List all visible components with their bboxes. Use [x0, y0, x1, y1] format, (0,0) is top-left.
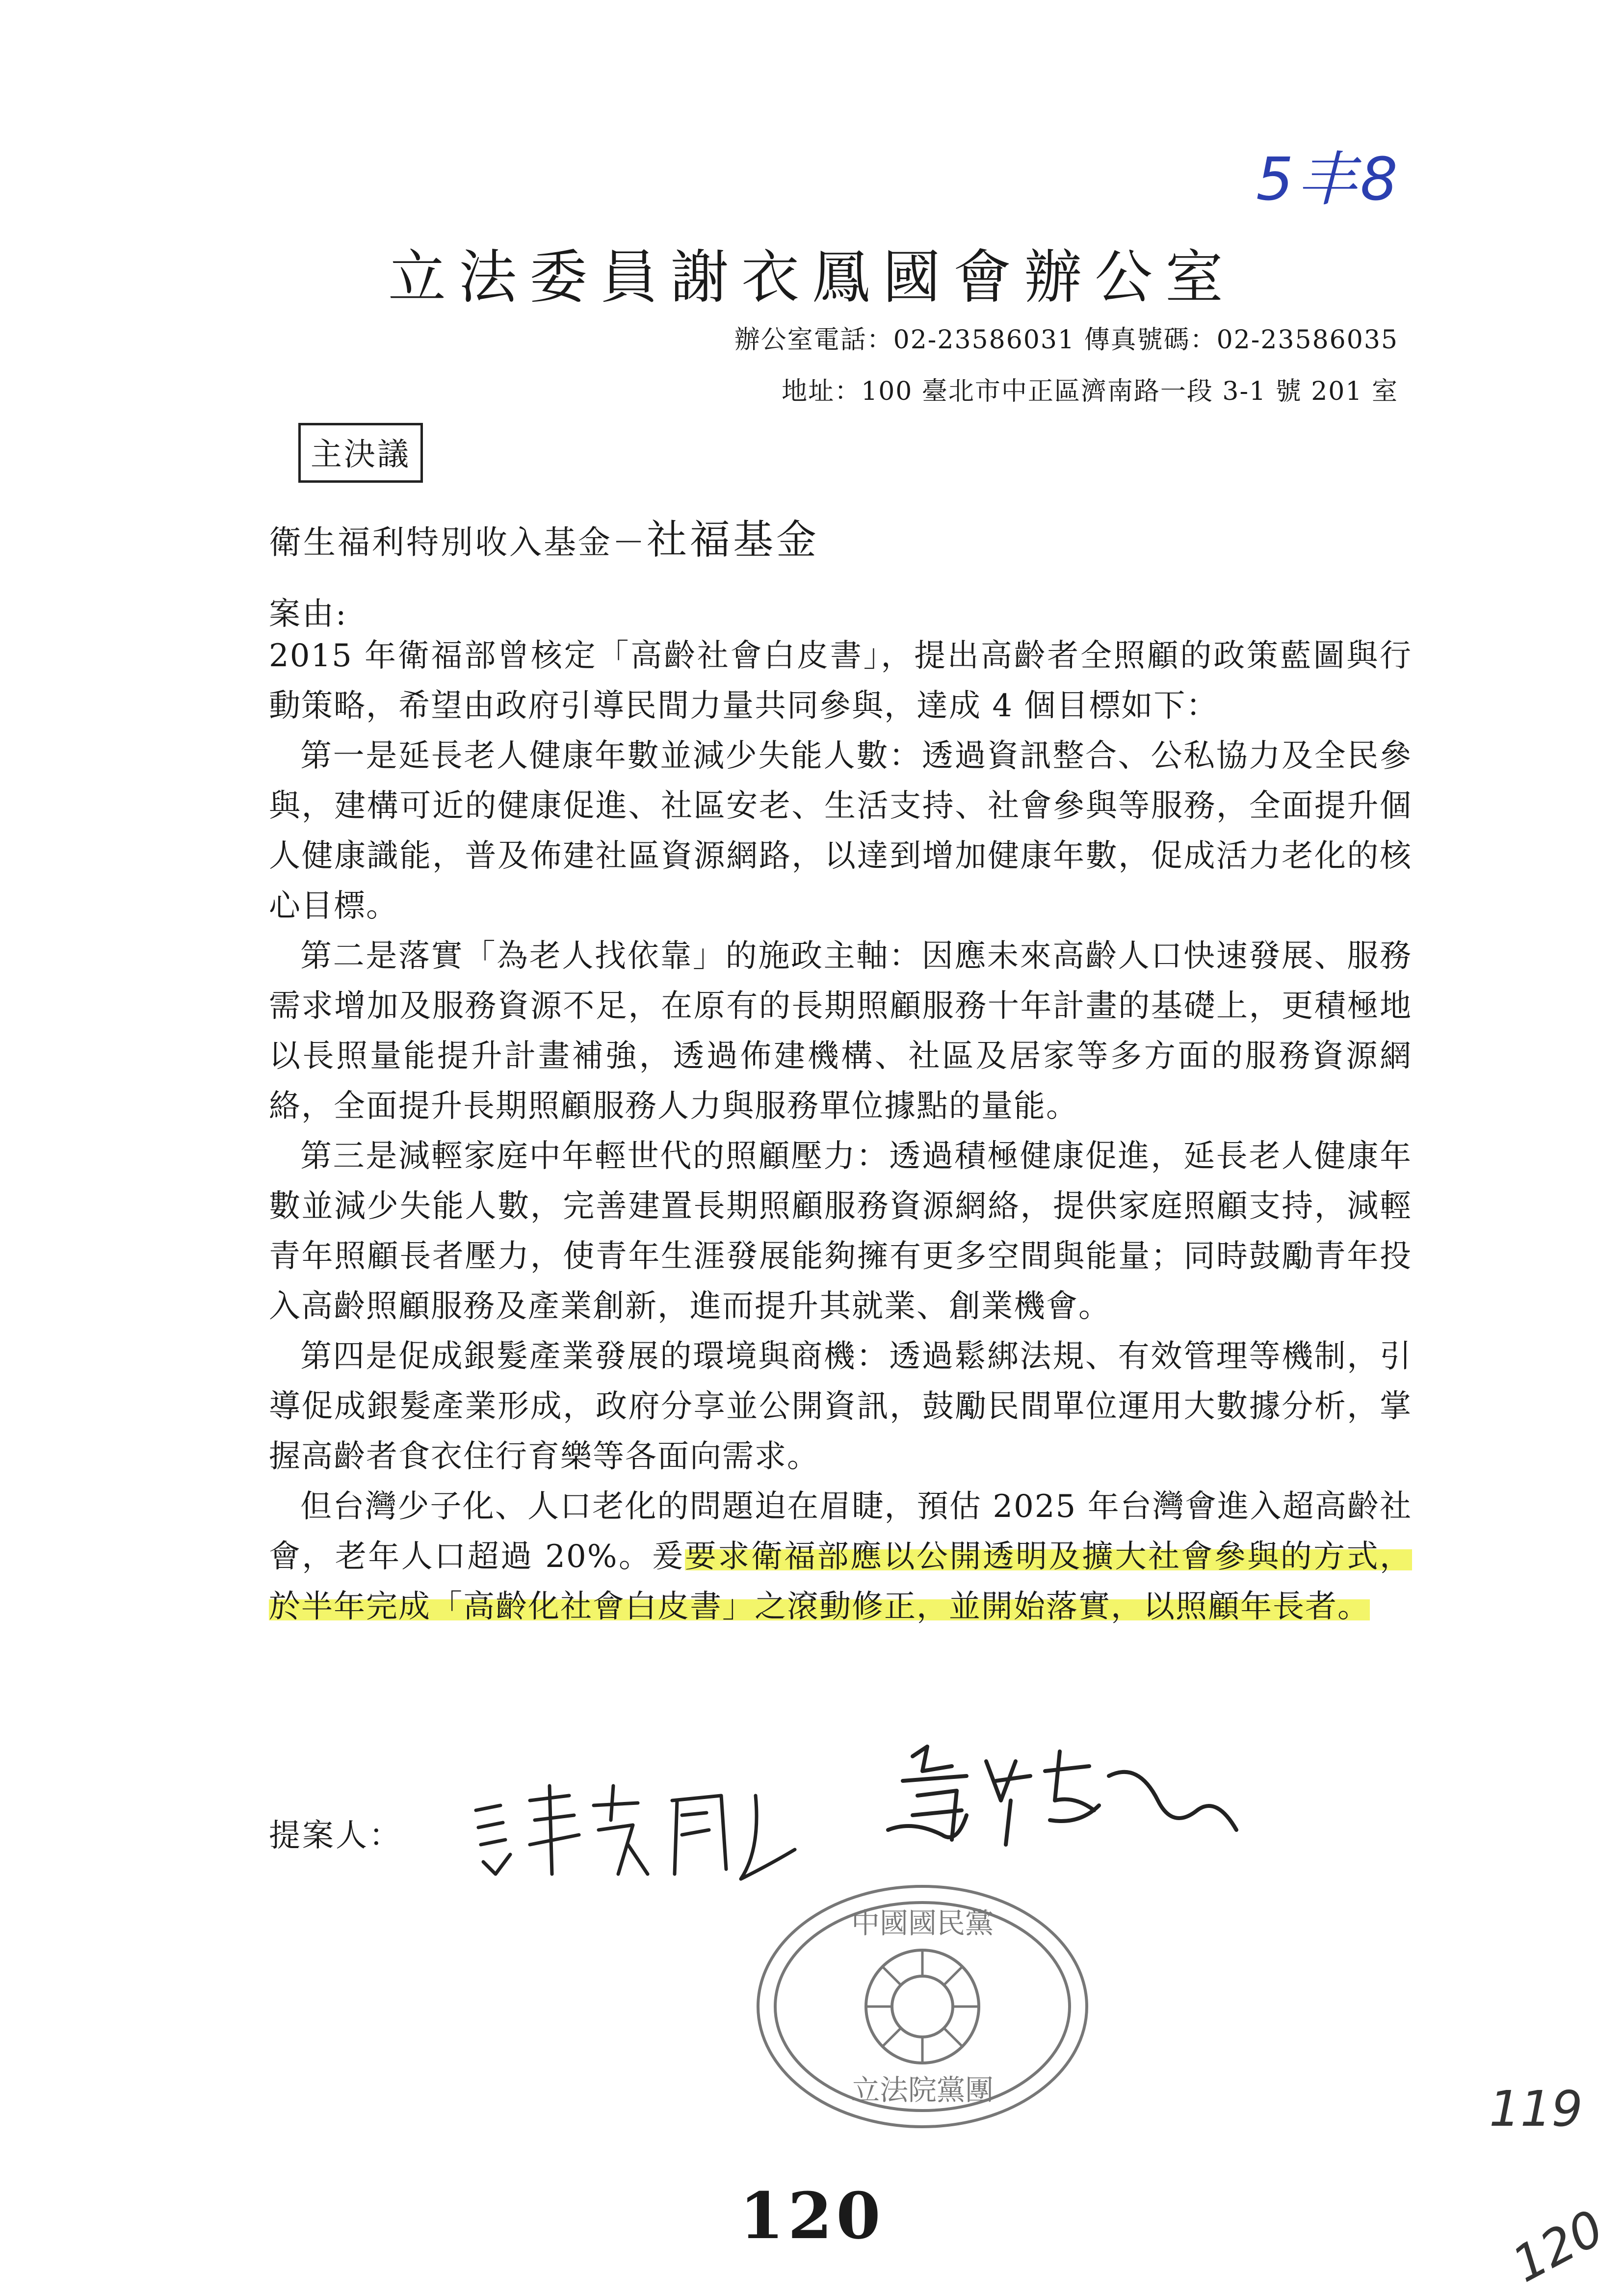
seal-text-bottom: 立法院黨團	[851, 2073, 994, 2107]
reason-paragraph-goal-2: 第二是落實「為老人找依靠」的施政主軸：因應未來高齡人口快速發展、服務需求增加及服務資源不足，在原有的長期照顧服務十年計畫的基礎上，更積極地以長照量能提升計畫補強，透過佈建機構、社區及居家等多方面的服務資源網絡，全面提升長期照顧服務人力與服務單位據點的量能。	[269, 938, 1412, 1124]
handwritten-page-120: 120	[1503, 2199, 1613, 2294]
party-caucus-seal	[751, 1879, 1094, 2134]
highlighted-request: 要求衛福部應以公開透明及擴大社會參與的方式，於半年完成「高齡化社會白皮書」之滾動修正，並開始落實，以照顧年長者。	[269, 1539, 1413, 1625]
office-address-line: 地址：100 臺北市中正區濟南路一段 3-1 號 201 室	[782, 377, 1398, 406]
fund-name	[269, 508, 819, 565]
page-number: 120	[739, 2178, 885, 2253]
final-plain-text: 但台灣少子化、人口老化的問題迫在眉睫，預估 2025 年台灣會進入超高齡社會，老年人口超過 20%。爰	[269, 1488, 1412, 1575]
signature-xie-yifeng	[466, 1776, 800, 1889]
office-title: 立法委員謝衣鳳國會辦公室	[388, 243, 1236, 311]
fund-dash: －	[612, 523, 647, 561]
fund-name-handwritten: 社福基金	[647, 517, 820, 563]
signature-zheng-qingwen	[883, 1742, 1241, 1854]
reason-paragraph-intro: 2015 年衛福部曾核定「高齡社會白皮書」，提出高齡者全照顧的政策藍圖與行動策略，希望由政府引導民間力量共同參與，達成 4 個目標如下：	[269, 638, 1412, 724]
reason-label: 案由:	[269, 596, 348, 632]
handwritten-page-119: 119	[1489, 2080, 1583, 2138]
reason-paragraph-goal-4: 第四是促成銀髮產業發展的環境與商機：透過鬆綁法規、有效管理等機制，引導促成銀髮產業形成，政府分享並公開資訊，鼓勵民間單位運用大數據分析，掌握高齡者食衣住行育樂等各面向需求。	[269, 1338, 1412, 1475]
reason-paragraph-goal-3: 第三是減輕家庭中年輕世代的照顧壓力：透過積極健康促進，延長老人健康年數並減少失能人數，完善建置長期照顧服務資源網絡，提供家庭照顧支持，減輕青年照顧長者壓力，使青年生涯發展能夠擁有更多空間與能量；同時鼓勵青年投入高齡照顧服務及產業創新，進而提升其就業、創業機會。	[269, 1138, 1412, 1325]
reason-body	[269, 631, 1412, 1632]
reason-paragraph-final	[269, 1482, 1412, 1632]
office-phone-line: 辦公室電話：02-23586031 傳真號碼：02-23586035	[734, 325, 1398, 355]
fund-name-printed: 衛生福利特別收入基金	[269, 523, 612, 561]
seal-text-top: 中國國民黨	[851, 1906, 994, 1940]
proposer-label: 提案人：	[269, 1818, 402, 1854]
resolution-type-box: 主決議	[298, 423, 423, 483]
reason-paragraph-goal-1: 第一是延長老人健康年數並減少失能人數：透過資訊整合、公私協力及全民參與，建構可近的健康促進、社區安老、生活支持、社會參與等服務，全面提升個人健康識能，普及佈建社區資源網路，以達到增加健康年數，促成活力老化的核心目標。	[269, 738, 1412, 924]
handwritten-corner-code: 5丰8	[1256, 146, 1402, 214]
